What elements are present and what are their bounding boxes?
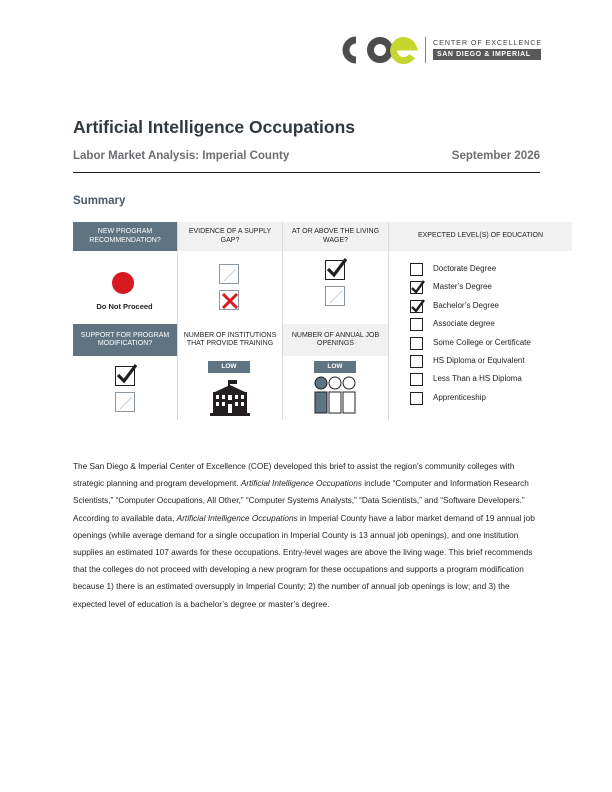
education-level-item (410, 392, 570, 406)
education-level-item (410, 318, 570, 332)
education-level-label: Less Than a HS Diploma (433, 374, 522, 384)
red-x-icon (220, 291, 240, 311)
paragraph-italic-term: Artificial Intelligence Occupations (176, 513, 298, 523)
education-level-item (410, 300, 570, 314)
education-level-label: Doctorate Degree (433, 264, 497, 273)
checkmark-icon (325, 257, 349, 279)
empty-box-icon (410, 263, 423, 276)
summary-heading: Summary (73, 195, 126, 207)
summary-paragraph (73, 458, 545, 613)
header-living-wage: AT OR ABOVE THE LIVING WAGE? (283, 222, 388, 251)
coe-logo-mark (342, 35, 418, 65)
supply-gap-yes-checkbox (219, 264, 239, 284)
empty-box-icon (410, 355, 423, 368)
logo-line-1: CENTER OF EXCELLENCE (433, 38, 543, 47)
paragraph-italic-term: Artificial Intelligence Occupations (240, 479, 362, 489)
empty-box-icon (410, 318, 423, 331)
logo-divider (425, 37, 426, 63)
education-level-item (410, 263, 570, 277)
page-title: Artificial Intelligence Occupations (73, 117, 356, 137)
paragraph-text: The San Diego & Imperial Center of Excellence (COE) developed this brief to assist the region’s community colleges with strategic planning and program development. (73, 462, 515, 489)
supply-gap-no-checkbox (219, 290, 239, 310)
modification-yes-checkbox (115, 366, 135, 386)
education-level-label: Master’s Degree (433, 282, 492, 292)
page-subtitle: Labor Market Analysis: Imperial County (73, 150, 290, 162)
header-institutions: NUMBER OF INSTITUTIONS THAT PROVIDE TRAINING (178, 324, 282, 356)
column-divider (282, 222, 283, 420)
modification-no-checkbox (115, 392, 135, 412)
report-date: September 2026 (451, 150, 540, 162)
paragraph-text: include “Computer and Information Research Scientists,” “Computer Occupations, All Other,” “Computer Systems Analysts,” “Data Scientists,” and “Software Developers.” According to available data, (73, 479, 529, 523)
paragraph-text: in Imperial County have a labor market demand of 19 annual job openings (while average demand for a single occupation in Imperial County is 13 annual job openings), and one institution supplies an estimated 107 awards for these occupations. Entry-level wages are above the living wage. This brief recommends that the colleges do not proceed with developing a new program for these occupations and supports a program modification because 1) there is an estimated oversupply in Imperial County; 2) the number of annual job openings is low; and 3) the expected level of education is a bachelor’s degree or master’s degree. (73, 513, 535, 609)
recommendation-result: Do Not Proceed (96, 302, 153, 311)
header-openings: NUMBER OF ANNUAL JOB OPENINGS (283, 324, 388, 356)
openings-level-badge: LOW (314, 361, 356, 373)
education-level-label: Some College or Certificate (433, 337, 531, 347)
education-level-label: Apprenticeship (433, 392, 486, 402)
people-bars-icon (313, 376, 357, 414)
title-rule (73, 172, 540, 173)
header-education: EXPECTED LEVEL(S) OF EDUCATION (389, 222, 572, 251)
column-divider (177, 222, 178, 420)
education-level-item (410, 337, 570, 351)
recommendation-status-dot (112, 272, 134, 294)
living-wage-no-checkbox (325, 286, 345, 306)
header-new-program: NEW PROGRAM RECOMMENDATION? (73, 222, 177, 251)
empty-box-icon (410, 373, 423, 386)
building-icon (209, 380, 251, 416)
header-supply-gap: EVIDENCE OF A SUPPLY GAP? (178, 222, 282, 251)
education-level-item (410, 355, 570, 369)
column-divider (388, 222, 389, 420)
education-level-label: HS Diploma or Equivalent (433, 356, 525, 365)
empty-box-icon (410, 337, 423, 350)
checkmark-icon (115, 363, 139, 385)
checked-box-icon (410, 300, 423, 313)
checked-box-icon (410, 281, 423, 294)
education-level-label: Bachelor’s Degree (433, 300, 499, 310)
education-level-item (410, 281, 570, 295)
logo-line-2: SAN DIEGO & IMPERIAL (433, 49, 541, 60)
header-program-modification: SUPPORT FOR PROGRAM MODIFICATION? (73, 324, 177, 356)
living-wage-yes-checkbox (325, 260, 345, 280)
empty-box-icon (410, 392, 423, 405)
education-level-item (410, 373, 570, 387)
education-level-label: Associate degree (433, 319, 495, 329)
institutions-level-badge: LOW (208, 361, 250, 373)
